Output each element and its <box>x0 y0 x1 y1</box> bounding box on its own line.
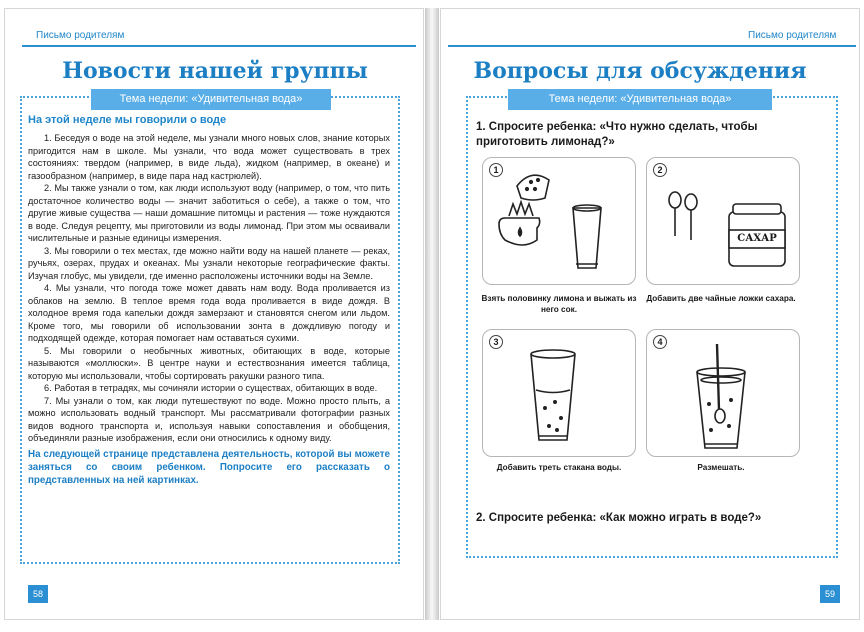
step-caption-1: Взять половинку лимона и выжать из него сок. <box>481 294 637 314</box>
paragraph: 5. Мы говорили о необычных животных, обитающих в воде, которые называются «моллюски». В центре науки и естествознания имеется таблица, которую мы использовали, чтобы сортировать ракушки разного типа. <box>28 345 390 381</box>
step-number: 2 <box>653 163 667 177</box>
left-running-head: Письмо родителям <box>36 30 125 41</box>
right-running-head: Письмо родителям <box>748 30 837 41</box>
step-card-2 <box>646 157 800 285</box>
step-number: 4 <box>653 335 667 349</box>
section-heading: На этой неделе мы говорили о воде <box>28 114 227 126</box>
paragraph: 4. Мы узнали, что погода тоже может давать нам воду. Вода проливается из облаков на землю. В теплое время года вода проливается в виде дождя. В холодное время года капельки дождя замерзают и становятся снегом или льдом. Кроме того, мы говорили об использовании зонта в дождливую погоду и подходящей одежде, которая помогает нам оставаться сухими. <box>28 283 390 343</box>
paragraph: 2. Мы также узнали о том, как люди используют воду (например, о том, что пить достаточное количество воды — значит заботиться о себе), а также о том, что другие живые существа — наши домашние питомцы и растения — тоже нуждаются в воде. Следуя рецепту, мы приготовили из воды лимонад. При этом мы осваивали числительные и разные единицы измерения. <box>28 183 390 243</box>
closing-note: На следующей странице представлена деятельность, которой вы можете заняться со своим ребенком. Попросите его рассказать о представленных на ней картинках. <box>28 448 390 486</box>
question-2: 2. Спросите ребенка: «Как можно играть в воде?» <box>476 512 762 524</box>
stirring-spoon-illustration <box>647 330 801 458</box>
paragraph: 3. Мы говорили о тех местах, где можно найти воду на нашей планете — реках, ручьях, озерах, прудах и океанах. Мы узнали некоторые географические факты. Изучая глобус, мы увидели, где именно расположены источники воды на Земле. <box>28 245 390 281</box>
right-page-number: 59 <box>820 585 840 603</box>
spoons-and-sugar-illustration <box>647 158 801 286</box>
news-paragraphs <box>28 132 390 487</box>
step-caption-4: Размешать. <box>697 463 745 472</box>
lemon-squeezer-illustration <box>483 158 637 286</box>
step-caption-3: Добавить треть стакана воды. <box>496 463 622 472</box>
question-1: 1. Спросите ребенка: «Что нужно сделать, чтобы приготовить лимонад?» <box>476 121 758 148</box>
paragraph: 7. Мы узнали о том, как люди путешествуют по воде. Можно просто плыть, а можно использовать водный транспорт. Мы рассматривали фотографии разных видов водного транспорта и, используя навыки сопоставления и обобщения, объединяли разные изображения, если они относились к одному виду. <box>28 395 390 443</box>
book-gutter <box>425 8 439 620</box>
right-page-title: Вопросы для обсуждения <box>473 58 807 84</box>
step-card-4 <box>646 329 800 457</box>
paragraph: 1. Беседуя о воде на этой неделе, мы узнали много новых слов, знание которых пригодится нам в школе. Мы узнали, что вода может существовать в трех состояниях: твердом (например, в виде льда), жидком (например, в океане) и газообразном (например, в виде пара над кастрюлей). <box>28 133 390 181</box>
step-card-3 <box>482 329 636 457</box>
step-number: 3 <box>489 335 503 349</box>
step-caption-2: Добавить две чайные ложки сахара. <box>646 294 796 303</box>
left-page-number: 58 <box>28 585 48 603</box>
right-header-rule <box>448 45 856 47</box>
left-header-rule <box>22 45 416 47</box>
glass-of-water-illustration <box>483 330 637 458</box>
sugar-jar-label: САХАР <box>737 233 777 244</box>
right-topic-bar: Тема недели: «Удивительная вода» <box>508 89 772 110</box>
step-number: 1 <box>489 163 503 177</box>
paragraph: 6. Работая в тетрадях, мы сочиняли истории о существах, обитающих в воде. <box>44 383 378 393</box>
left-page-title: Новости нашей группы <box>62 58 368 84</box>
left-topic-bar: Тема недели: «Удивительная вода» <box>91 89 331 110</box>
step-card-1 <box>482 157 636 285</box>
